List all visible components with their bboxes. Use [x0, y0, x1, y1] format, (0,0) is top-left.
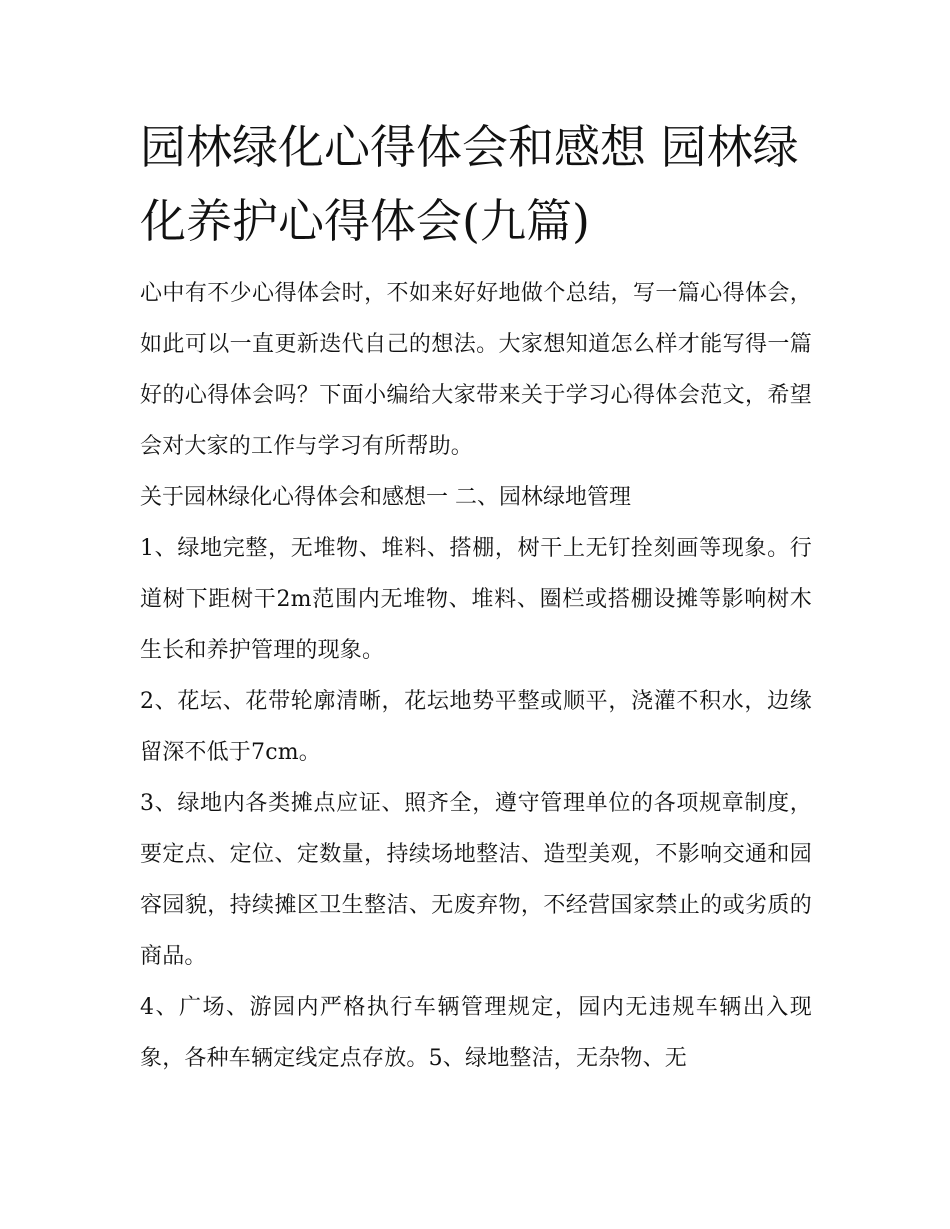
list-item: 3、绿地内各类摊点应证、照齐全，遵守管理单位的各项规章制度，要定点、定位、定数量，持续场地整洁、造型美观，不影响交通和园容园貌，持续摊区卫生整洁、无废弃物，不经营国家禁止的或劣质的商品。: [140, 791, 812, 969]
list-item: 4、广场、游园内严格执行车辆管理规定，园内无违规车辆出入现象，各种车辆定线定点存放。5、绿地整洁，无杂物、无: [140, 995, 812, 1071]
list-item: 1、绿地完整，无堆物、堆料、搭棚，树干上无钉拴刻画等现象。行道树下距树干2m范围内无堆物、堆料、圈栏或搭棚设摊等影响树木生长和养护管理的现象。: [140, 536, 812, 663]
section-heading: 关于园林绿化心得体会和感想一 二、园林绿地管理: [140, 485, 631, 510]
document-body: [140, 110, 812, 1084]
document-title: 园林绿化心得体会和感想 园林绿化养护心得体会(九篇): [140, 120, 799, 248]
list-item: 2、花坛、花带轮廓清晰，花坛地势平整或顺平，浇灌不积水，边缘留深不低于7cm。: [140, 689, 812, 765]
intro-paragraph: 心中有不少心得体会时，不如来好好地做个总结，写一篇心得体会，如此可以一直更新迭代自己的想法。大家想知道怎么样才能写得一篇好的心得体会吗？下面小编给大家带来关于学习心得体会范文，希望会对大家的工作与学习有所帮助。: [140, 281, 812, 459]
